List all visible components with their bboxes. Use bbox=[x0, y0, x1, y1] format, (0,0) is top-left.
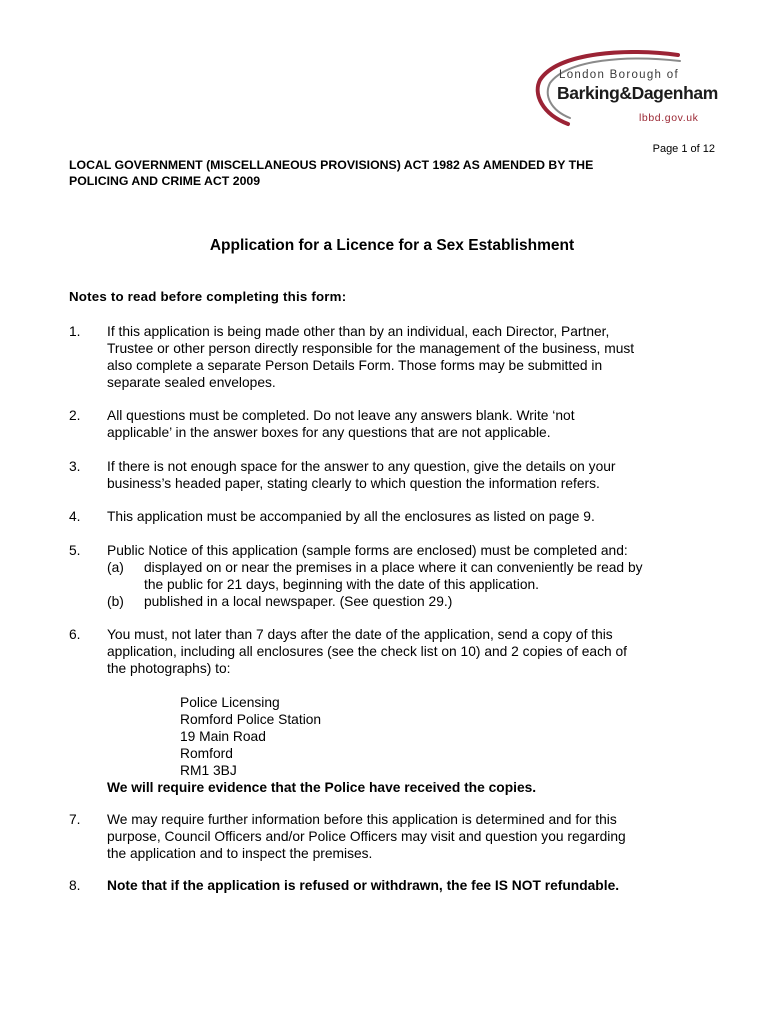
evidence-note: We will require evidence that the Police have received the copies. bbox=[107, 780, 537, 795]
notes-heading: Notes to read before completing this form: bbox=[69, 289, 347, 304]
note-number: 4. bbox=[69, 509, 81, 524]
council-logo bbox=[528, 50, 718, 132]
act-heading-line: POLICING AND CRIME ACT 2009 bbox=[69, 174, 261, 188]
note-line: the public for 21 days, beginning with the date of this application. bbox=[144, 577, 540, 592]
note-text bbox=[107, 626, 709, 796]
address-line: Romford Police Station bbox=[180, 712, 322, 727]
note-line: separate sealed envelopes. bbox=[107, 375, 276, 390]
note-text bbox=[107, 407, 709, 441]
address-line: RM1 3BJ bbox=[180, 763, 237, 778]
note-number: 6. bbox=[69, 627, 81, 642]
note-number: 8. bbox=[69, 878, 81, 893]
note-line: Trustee or other person directly responsible for the management of the business, must bbox=[107, 341, 635, 356]
document-title: Application for a Licence for a Sex Establishment bbox=[209, 237, 575, 254]
note-line: You must, not later than 7 days after the date of the application, send a copy of this bbox=[107, 627, 613, 642]
note-line: We may require further information before this application is determined and for this bbox=[107, 812, 617, 827]
note-line: If this application is being made other than by an individual, each Director, Partner, bbox=[107, 324, 610, 339]
note-line: application, including all enclosures (see the check list on 10) and 2 copies of each of bbox=[107, 644, 627, 659]
act-heading bbox=[69, 157, 709, 189]
note-number: 2. bbox=[69, 408, 81, 423]
note-line: the photographs) to: bbox=[107, 661, 231, 676]
note-line: applicable’ in the answer boxes for any questions that are not applicable. bbox=[107, 425, 551, 440]
subitem-label: (b) bbox=[107, 594, 124, 609]
logo-text-line1: London Borough of bbox=[559, 69, 679, 81]
act-heading-line: LOCAL GOVERNMENT (MISCELLANEOUS PROVISIONS) ACT 1982 AS AMENDED BY THE bbox=[69, 158, 594, 172]
note-subitem-a bbox=[107, 559, 709, 593]
note-subitem-b bbox=[107, 593, 709, 610]
note-number: 5. bbox=[69, 543, 81, 558]
note-text bbox=[107, 323, 709, 391]
address-line: 19 Main Road bbox=[180, 729, 266, 744]
note-text bbox=[107, 877, 709, 894]
logo-url: lbbd.gov.uk bbox=[639, 112, 699, 124]
note-line: This application must be accompanied by all the enclosures as listed on page 9. bbox=[107, 509, 595, 524]
police-address bbox=[107, 694, 709, 779]
address-line: Police Licensing bbox=[180, 695, 280, 710]
logo-text-line2: Barking&Dagenham bbox=[557, 83, 718, 103]
note-line: Public Notice of this application (sample forms are enclosed) must be completed and: bbox=[107, 543, 628, 558]
refund-warning: Note that if the application is refused or withdrawn, the fee IS NOT refundable. bbox=[107, 878, 620, 893]
note-text bbox=[107, 458, 709, 492]
subitem-label: (a) bbox=[107, 560, 124, 575]
note-line: also complete a separate Person Details Form. Those forms may be submitted in bbox=[107, 358, 603, 373]
address-line: Romford bbox=[180, 746, 233, 761]
note-number: 1. bbox=[69, 324, 81, 339]
note-text bbox=[107, 508, 709, 525]
note-number: 3. bbox=[69, 459, 81, 474]
note-line: published in a local newspaper. (See question 29.) bbox=[144, 594, 453, 609]
note-line: purpose, Council Officers and/or Police Officers may visit and question you regarding bbox=[107, 829, 626, 844]
page-number: Page 1 of 12 bbox=[652, 143, 715, 155]
note-line: the application and to inspect the premises. bbox=[107, 846, 373, 861]
note-line: business’s headed paper, stating clearly to which question the information refers. bbox=[107, 476, 600, 491]
note-line: displayed on or near the premises in a place where it can conveniently be read by bbox=[144, 560, 643, 575]
note-line: All questions must be completed. Do not leave any answers blank. Write ‘not bbox=[107, 408, 575, 423]
note-number: 7. bbox=[69, 812, 81, 827]
note-text bbox=[107, 542, 709, 610]
note-text bbox=[107, 811, 709, 862]
note-line: If there is not enough space for the answer to any question, give the details on your bbox=[107, 459, 616, 474]
